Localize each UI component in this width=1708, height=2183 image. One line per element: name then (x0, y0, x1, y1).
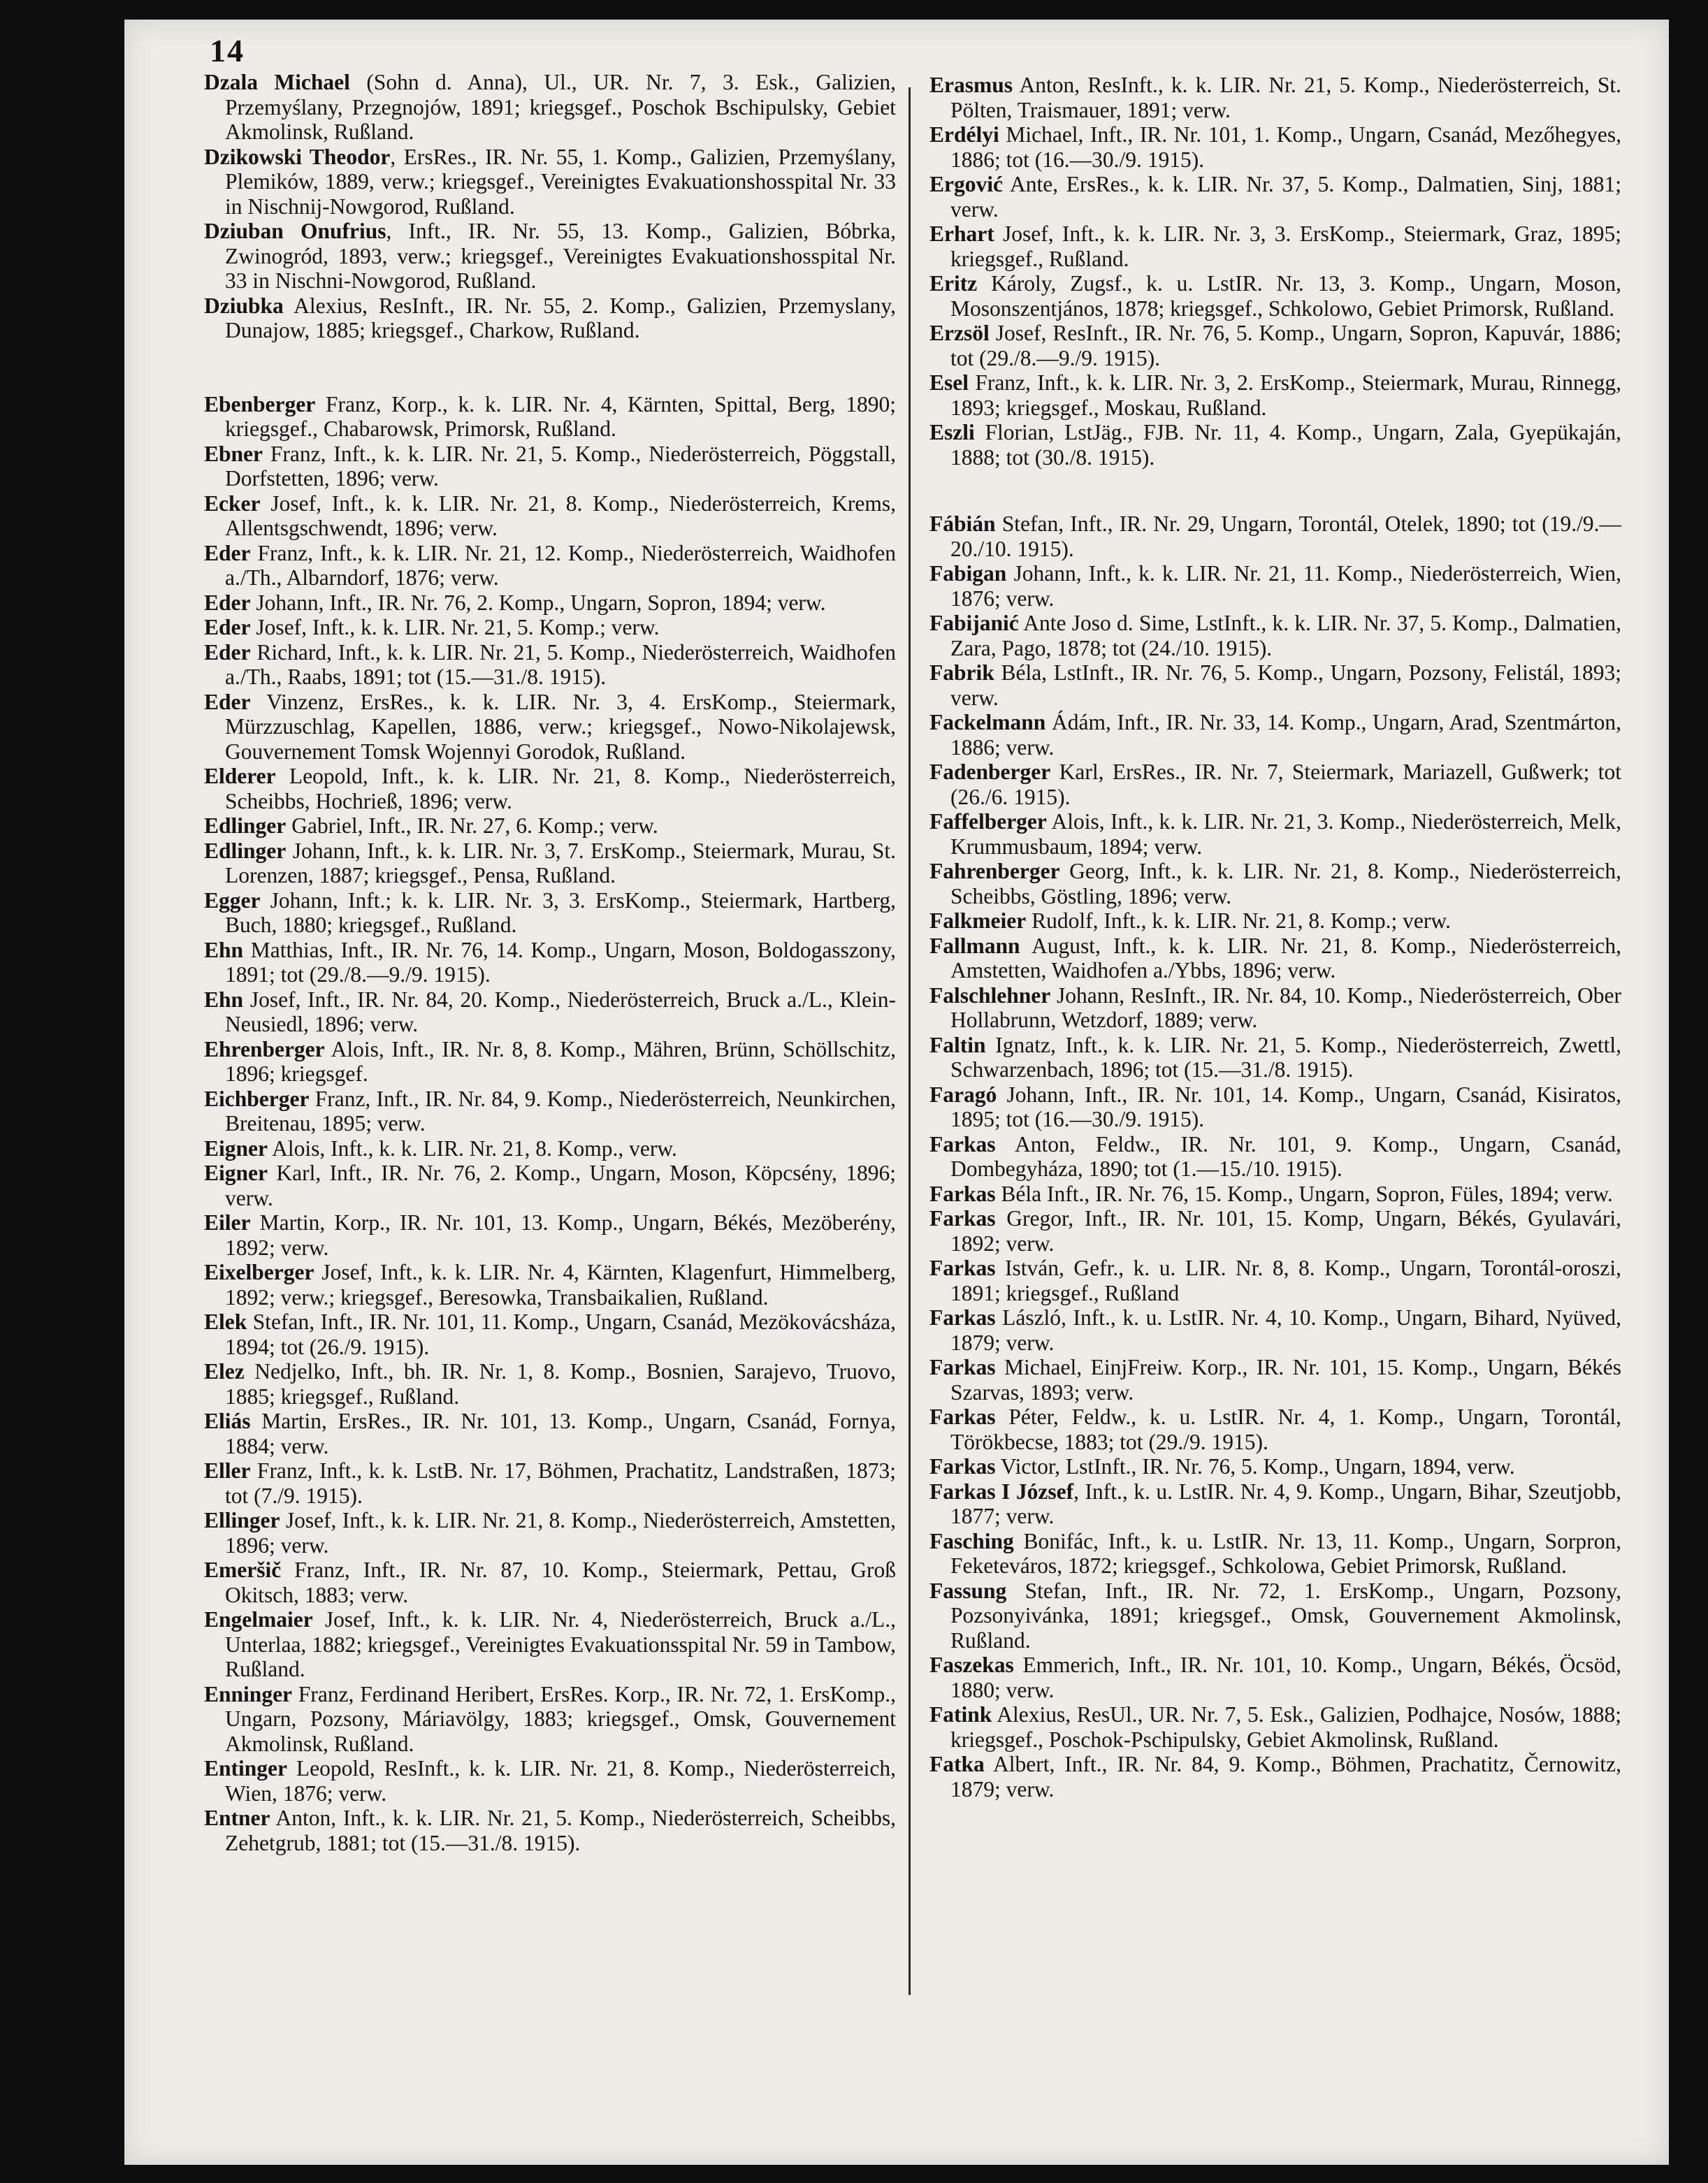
entry-name: Falschlehner (929, 982, 1051, 1008)
roster-entry (204, 1409, 896, 1458)
roster-entry (204, 1607, 896, 1682)
entry-name: Faszekas (929, 1653, 1014, 1677)
roster-entry (204, 1458, 896, 1508)
roster-entry (929, 908, 1621, 934)
entry-details: Franz, Inft., k. k. LstB. Nr. 17, Böhmen, Prachatitz, Landstraßen, 1873; tot (7./9. 1915). (225, 1458, 896, 1508)
roster-entry (929, 1305, 1621, 1355)
entry-details: , Inft., IR. Nr. 55, 13. Komp., Galizien, Bóbrka, Zwinogród, 1893, verw.; kriegsgef., Vereinigtes Evakuationshosspital Nr. 33 in Nischni-Nowgorod, Rußland. (225, 219, 896, 293)
entry-details: Franz, Inft., k. k. LIR. Nr. 21, 5. Komp., Niederösterreich, Pöggstall, Dorfstetten, 1896; verw. (225, 441, 896, 491)
entry-name: Fallmann (929, 933, 1020, 958)
entry-name: Faragó (929, 1082, 997, 1107)
roster-entry (929, 1206, 1621, 1256)
entry-details: Florian, LstJäg., FJB. Nr. 11, 4. Komp., Ungarn, Zala, Gyepükaján, 1888; tot (30./8. 1915). (950, 420, 1621, 470)
entry-name: Erdélyi (929, 122, 999, 147)
entry-details: Nedjelko, Inft., bh. IR. Nr. 1, 8. Komp., Bosnien, Sarajevo, Truovo, 1885; kriegsgef., Rußland. (225, 1359, 896, 1409)
roster-entry (929, 710, 1621, 760)
roster-entry (204, 590, 896, 616)
roster-entry (929, 1579, 1621, 1653)
roster-entry (204, 888, 896, 938)
entry-details: Josef, Inft., k. k. LIR. Nr. 4, Niederösterreich, Bruck a./L., Unterlaa, 1882; kriegsgef., Vereinigtes Evakuationsspital Nr. 59 in Tambow, Rußland. (225, 1607, 896, 1681)
entry-details: Stefan, Inft., IR. Nr. 101, 11. Komp., Ungarn, Csanád, Mezökovácsháza, 1894; tot (26./9. 1915). (225, 1310, 896, 1359)
entry-details: Rudolf, Inft., k. k. LIR. Nr. 21, 8. Komp.; verw. (1026, 908, 1451, 933)
entry-name: Dzala Michael (204, 70, 350, 94)
roster-entry (929, 1405, 1621, 1454)
roster-entry (204, 1136, 896, 1161)
entry-name: Edlinger (204, 838, 287, 863)
entry-name: Edlinger (204, 813, 287, 838)
entry-details: Franz, Ferdinand Heribert, ErsRes. Korp., IR. Nr. 72, 1. ErsKomp., Ungarn, Pozsony, Máriavölgy, 1883; kriegsgef., Omsk, Gouvernement Akmolinsk, Rußland. (225, 1681, 896, 1756)
entry-name: Eller (204, 1458, 251, 1483)
roster-entry (929, 172, 1621, 222)
roster-entry (204, 145, 896, 219)
entry-name: Fasching (929, 1528, 1014, 1553)
roster-entry (204, 1806, 896, 1855)
roster-entry (204, 541, 896, 590)
entry-name: Erasmus (929, 73, 1013, 97)
entry-details: Josef, Inft., k. k. LIR. Nr. 21, 8. Komp., Niederösterreich, Amstetten, 1896; verw. (225, 1508, 896, 1558)
entry-details: Johann, Inft., IR. Nr. 76, 2. Komp., Ungarn, Sopron, 1894; verw. (250, 590, 826, 615)
entry-details: Victor, LstInft., IR. Nr. 76, 5. Komp., Ungarn, 1894, verw. (995, 1454, 1515, 1479)
entry-details: Johann, Inft.; k. k. LIR. Nr. 3, 3. ErsKomp., Steiermark, Hartberg, Buch, 1880; kriegsgef., Rußland. (225, 887, 896, 937)
entry-name: Entinger (204, 1756, 288, 1781)
entry-details: Johann, Inft., IR. Nr. 101, 14. Komp., Ungarn, Csanád, Kisiratos, 1895; tot (16.—30./9. 1915). (950, 1082, 1621, 1131)
entry-details: Alois, Inft., k. k. LIR. Nr. 21, 3. Komp., Niederösterreich, Melk, Krummusbaum, 1894; verw. (950, 809, 1621, 859)
entry-details: Franz, Inft., IR. Nr. 84, 9. Komp., Niederösterreich, Neunkirchen, Breitenau, 1895; verw. (225, 1086, 896, 1136)
entry-details: Josef, Inft., k. k. LIR. Nr. 21, 5. Komp.; verw. (250, 615, 660, 639)
entry-name: Farkas (929, 1355, 996, 1379)
entry-name: Ehrenberger (204, 1036, 325, 1061)
entry-details: Josef, Inft., k. k. LIR. Nr. 4, Kärnten, Klagenfurt, Himmelberg, 1892; verw.; kriegsgef., Beresowka, Transbaikalien, Rußland. (225, 1260, 896, 1310)
entry-name: Emeršič (204, 1558, 282, 1582)
right-column (929, 73, 1621, 1801)
entry-details: Franz, Inft., IR. Nr. 87, 10. Komp., Steiermark, Pettau, Groß Okitsch, 1883; verw. (225, 1558, 896, 1607)
roster-entry (929, 1355, 1621, 1405)
entry-details: Anton, Inft., k. k. LIR. Nr. 21, 5. Komp., Niederösterreich, Scheibbs, Zehetgrub, 1881; tot (15.—31./8. 1915). (225, 1806, 896, 1855)
entry-name: Engelmaier (204, 1607, 313, 1632)
entry-name: Eigner (204, 1161, 268, 1185)
roster-entry (929, 1479, 1621, 1529)
entry-details: Johann, Inft., k. k. LIR. Nr. 3, 7. ErsKomp., Steiermark, Murau, St. Lorenzen, 1887; kriegsgef., Pensa, Rußland. (225, 838, 896, 887)
entry-name: Eder (204, 689, 251, 714)
entry-name: Farkas (929, 1305, 996, 1330)
entry-details: Karl, Inft., IR. Nr. 76, 2. Komp., Ungarn, Moson, Köpcsény, 1896; verw. (225, 1161, 896, 1210)
roster-entry (204, 70, 896, 145)
entry-details: István, Gefr., k. u. LIR. Nr. 8, 8. Komp., Ungarn, Torontál-oroszi, 1891; kriegsgef., Rußland (950, 1256, 1621, 1305)
roster-entry (929, 73, 1621, 122)
entry-details: Leopold, ResInft., k. k. LIR. Nr. 21, 8. Komp., Niederösterreich, Wien, 1876; verw. (225, 1756, 896, 1806)
roster-entry (204, 813, 896, 839)
roster-entry (929, 1132, 1621, 1182)
entry-details: Vinzenz, ErsRes., k. k. LIR. Nr. 3, 4. ErsKomp., Steiermark, Mürzzuschlag, Kapellen, 1886, verw.; kriegsgef., Nowo-Nikolajewsk, Gouvernement Tomsk Wojennyi Gorodok, Rußland. (225, 689, 896, 764)
entry-details: Albert, Inft., IR. Nr. 84, 9. Komp., Böhmen, Prachatitz, Černowitz, 1879; verw. (950, 1752, 1621, 1801)
entry-details: August, Inft., k. k. LIR. Nr. 21, 8. Komp., Niederösterreich, Amstetten, Waidhofen a./Ybbs, 1896; verw. (950, 933, 1621, 982)
roster-entry (929, 321, 1621, 370)
entry-details: Richard, Inft., k. k. LIR. Nr. 21, 5. Komp., Niederösterreich, Waidhofen a./Th., Raabs, 1891; tot (15.—31./8. 1915). (225, 639, 896, 689)
entry-name: Fábián (929, 512, 996, 536)
entry-details: (Sohn d. Anna), Ul., UR. Nr. 7, 3. Esk., Galizien, Przemyślany, Przegnojów, 1891; kriegsgef., Poschok Bschipulsky, Gebiet Akmolinsk, Rußland. (225, 70, 897, 144)
roster-entry (929, 1082, 1621, 1132)
entry-name: Faltin (929, 1032, 986, 1057)
entry-details: Martin, Korp., IR. Nr. 101, 13. Komp., Ungarn, Békés, Mezöberény, 1892; verw. (225, 1210, 896, 1260)
entry-name: Ergović (929, 172, 1003, 196)
roster-entry (204, 938, 896, 987)
entry-details: Alexius, ResUl., UR. Nr. 7, 5. Esk., Galizien, Podhajce, Nosów, 1888; kriegsgef., Poschok-Pschipulsky, Gebiet Akmolinsk, Rußland. (950, 1702, 1621, 1752)
roster-entry (204, 640, 896, 690)
entry-name: Fabrik (929, 660, 994, 685)
roster-entry (929, 1529, 1621, 1579)
roster-entry (929, 934, 1621, 983)
entry-details: Michael, Inft., IR. Nr. 101, 1. Komp., Ungarn, Csanád, Mezőhegyes, 1886; tot (16.—30./9. 1915). (950, 122, 1621, 172)
entry-name: Eliás (204, 1409, 251, 1433)
roster-entry (929, 420, 1621, 470)
entry-name: Dzikowski Theodor (204, 144, 391, 169)
entry-name: Farkas (929, 1181, 996, 1206)
entry-name: Ehn (204, 937, 244, 962)
entry-name: Dziuban Onufrius (204, 219, 386, 243)
roster-entry (204, 1210, 896, 1260)
entry-details: Franz, Inft., k. k. LIR. Nr. 21, 12. Komp., Niederösterreich, Waidhofen a./Th., Albarndorf, 1876; verw. (225, 540, 896, 590)
entry-name: Farkas (929, 1405, 996, 1429)
entry-name: Erhart (929, 222, 994, 246)
entry-name: Fadenberger (929, 760, 1051, 784)
roster-entry (204, 1508, 896, 1558)
entry-name: Ebner (204, 441, 263, 466)
entry-name: Fabigan (929, 561, 1007, 586)
entry-name: Fatink (929, 1702, 992, 1727)
entry-details: László, Inft., k. u. LstIR. Nr. 4, 10. Komp., Ungarn, Bihard, Nyüved, 1879; verw. (950, 1305, 1621, 1355)
entry-name: Faffelberger (929, 809, 1047, 834)
entry-name: Dziubka (204, 293, 284, 318)
entry-name: Ellinger (204, 1508, 280, 1532)
entry-details: , ErsRes., IR. Nr. 55, 1. Komp., Galizien, Przemyślany, Plemików, 1889, verw.; kriegsgef., Vereinigtes Evakuationshosspital Nr. 33 in Nischnij-Nowgorod, Rußland. (225, 144, 896, 219)
roster-entry (929, 809, 1621, 859)
roster-entry (204, 442, 896, 491)
roster-entry (204, 1087, 896, 1136)
roster-entry (929, 1454, 1621, 1479)
roster-entry (204, 615, 896, 640)
roster-entry (929, 611, 1621, 660)
entry-name: Eder (204, 639, 251, 665)
entry-name: Fackelmann (929, 710, 1046, 734)
roster-entry (204, 839, 896, 888)
entry-details: Alexius, ResInft., IR. Nr. 55, 2. Komp., Galizien, Przemyslany, Dunajow, 1885; kriegsgef., Charkow, Rußland. (225, 293, 896, 342)
roster-entry (204, 1756, 896, 1806)
roster-entry (929, 760, 1621, 809)
roster-entry (204, 293, 896, 343)
left-column (204, 70, 896, 1855)
roster-entry (204, 1161, 896, 1210)
entry-details: Josef, Inft., IR. Nr. 84, 20. Komp., Niederösterreich, Bruck a./L., Klein-Neusiedl, 1896; verw. (225, 987, 896, 1036)
entry-details: Ádám, Inft., IR. Nr. 33, 14. Komp., Ungarn, Arad, Szentmárton, 1886; verw. (950, 710, 1621, 760)
entry-name: Eder (204, 540, 251, 565)
entry-details: Johann, ResInft., IR. Nr. 84, 10. Komp., Niederösterreich, Ober Hollabrunn, Wetzdorf, 1889; verw. (950, 982, 1621, 1032)
entry-name: Elek (204, 1310, 247, 1334)
entry-details: Béla Inft., IR. Nr. 76, 15. Komp., Ungarn, Sopron, Füles, 1894; verw. (995, 1181, 1613, 1206)
entry-name: Eritz (929, 271, 978, 296)
entry-name: Erzsöl (929, 321, 990, 345)
entry-name: Ebenberger (204, 391, 316, 416)
roster-entry (204, 1260, 896, 1310)
entry-details: Michael, EinjFreiw. Korp., IR. Nr. 101, 15. Komp., Ungarn, Békés Szarvas, 1893; verw. (950, 1355, 1621, 1405)
entry-name: Fatka (929, 1752, 985, 1776)
page-number: 14 (210, 33, 245, 68)
roster-entry (929, 370, 1621, 420)
entry-details: Anton, ResInft., k. k. LIR. Nr. 21, 5. Komp., Niederösterreich, St. Pölten, Traismauer, 1891; verw. (950, 73, 1621, 122)
entry-name: Farkas I József (929, 1479, 1074, 1504)
entry-details: Ante Joso d. Sime, LstInft., k. k. LIR. Nr. 37, 5. Komp., Dalmatien, Zara, Pago, 1878; tot (24./10. 1915). (950, 611, 1621, 660)
entry-name: Enninger (204, 1681, 293, 1706)
entry-details: Karl, ErsRes., IR. Nr. 7, Steiermark, Mariazell, Gußwerk; tot (26./6. 1915). (950, 760, 1621, 809)
roster-entry (204, 1310, 896, 1359)
roster-entry (929, 271, 1621, 321)
entry-details: Martin, ErsRes., IR. Nr. 101, 13. Komp., Ungarn, Csanád, Fornya, 1884; verw. (225, 1409, 896, 1458)
entry-name: Eder (204, 590, 251, 615)
entry-details: Károly, Zugsf., k. u. LstIR. Nr. 13, 3. Komp., Ungarn, Moson, Mosonszentjános, 1878; kriegsgef., Schkolowo, Gebiet Primorsk, Rußland. (950, 271, 1621, 321)
column-divider (909, 87, 911, 1995)
entry-details: Ignatz, Inft., k. k. LIR. Nr. 21, 5. Komp., Niederösterreich, Zwettl, Schwarzenbach, 1896; tot (15.—31./8. 1915). (950, 1032, 1621, 1082)
entry-name: Eszli (929, 420, 975, 444)
roster-entry (929, 1182, 1621, 1207)
entry-name: Fassung (929, 1578, 1007, 1603)
entry-details: Franz, Korp., k. k. LIR. Nr. 4, Kärnten, Spittal, Berg, 1890; kriegsgef., Chabarowsk, Primorsk, Rußland. (225, 391, 896, 441)
roster-entry (929, 1702, 1621, 1752)
entry-name: Farkas (929, 1256, 996, 1280)
entry-name: Eiler (204, 1210, 251, 1235)
roster-entry (929, 660, 1621, 710)
entry-details: Josef, Inft., k. k. LIR. Nr. 3, 3. ErsKomp., Steiermark, Graz, 1895; kriegsgef., Rußland. (950, 222, 1621, 271)
entry-name: Egger (204, 887, 261, 913)
entry-details: Péter, Feldw., k. u. LstIR. Nr. 4, 1. Komp., Ungarn, Torontál, Törökbecse, 1883; tot (29./9. 1915). (950, 1405, 1621, 1454)
entry-details: Béla, LstInft., IR. Nr. 76, 5. Komp., Ungarn, Pozsony, Felistál, 1893; verw. (950, 660, 1621, 710)
entry-details: Franz, Inft., k. k. LIR. Nr. 3, 2. ErsKomp., Steiermark, Murau, Rinnegg, 1893; kriegsgef., Moskau, Rußland. (950, 370, 1621, 420)
entry-name: Ehn (204, 987, 244, 1012)
entry-name: Farkas (929, 1454, 996, 1479)
entry-name: Eichberger (204, 1086, 310, 1111)
entry-details: Bonifác, Inft., k. u. LstIR. Nr. 13, 11. Komp., Ungarn, Sorpron, Feketeváros, 1872; kriegsgef., Schkolowa, Gebiet Primorsk, Rußland. (950, 1528, 1621, 1578)
roster-entry (204, 1037, 896, 1087)
roster-entry (929, 222, 1621, 271)
roster-entry (929, 1752, 1621, 1801)
entry-details: Johann, Inft., k. k. LIR. Nr. 21, 11. Komp., Niederösterreich, Wien, 1876; verw. (950, 561, 1621, 611)
entry-details: Emmerich, Inft., IR. Nr. 101, 10. Komp., Ungarn, Békés, Öcsöd, 1880; verw. (950, 1653, 1621, 1702)
entry-name: Eixelberger (204, 1260, 314, 1284)
entry-name: Eigner (204, 1136, 268, 1161)
entry-details: Gabriel, Inft., IR. Nr. 27, 6. Komp.; verw. (286, 813, 658, 838)
roster-entry (929, 1653, 1621, 1702)
roster-entry (204, 491, 896, 541)
entry-details: Josef, Inft., k. k. LIR. Nr. 21, 8. Komp., Niederösterreich, Krems, Allentsgschwendt, 1896; verw. (225, 491, 896, 540)
entry-name: Eder (204, 615, 251, 639)
entry-name: Farkas (929, 1206, 996, 1231)
entry-name: Esel (929, 370, 969, 395)
roster-entry (204, 987, 896, 1037)
entry-details: Anton, Feldw., IR. Nr. 101, 9. Komp., Ungarn, Csanád, Dombegyháza, 1890; tot (1.—15./10. 1915). (950, 1131, 1621, 1181)
entry-name: Farkas (929, 1131, 996, 1156)
entry-details: Stefan, Inft., IR. Nr. 29, Ungarn, Torontál, Otelek, 1890; tot (19./9.—20./10. 1915). (950, 512, 1621, 561)
entry-details: Leopold, Inft., k. k. LIR. Nr. 21, 8. Komp., Niederösterreich, Scheibbs, Hochrieß, 1896; verw. (225, 764, 896, 813)
roster-entry (204, 764, 896, 813)
roster-entry (204, 1359, 896, 1409)
roster-entry (929, 1033, 1621, 1082)
entry-name: Fahrenberger (929, 859, 1060, 883)
entry-details: Josef, ResInft., IR. Nr. 76, 5. Komp., Ungarn, Sopron, Kapuvár, 1886; tot (29./8.—9./9. 1915). (950, 321, 1621, 370)
entry-details: Gregor, Inft., IR. Nr. 101, 15. Komp, Ungarn, Békés, Gyulavári, 1892; verw. (950, 1206, 1621, 1256)
entry-details: Georg, Inft., k. k. LIR. Nr. 21, 8. Komp., Niederösterreich, Scheibbs, Göstling, 1896; verw. (950, 859, 1621, 908)
entry-name: Elez (204, 1359, 245, 1384)
roster-entry (929, 859, 1621, 908)
roster-entry (204, 392, 896, 442)
roster-entry (204, 1682, 896, 1757)
entry-details: , Inft., k. u. LstIR. Nr. 4, 9. Komp., Ungarn, Bihar, Szeutjobb, 1877; verw. (950, 1479, 1621, 1528)
entry-details: Alois, Inft., IR. Nr. 8, 8. Komp., Mähren, Brünn, Schöllschitz, 1896; kriegsgef. (225, 1036, 896, 1086)
roster-entry (204, 1558, 896, 1607)
entry-details: Alois, Inft., k. k. LIR. Nr. 21, 8. Komp., verw. (268, 1136, 677, 1161)
entry-name: Entner (204, 1806, 270, 1830)
entry-details: Ante, ErsRes., k. k. LIR. Nr. 37, 5. Komp., Dalmatien, Sinj, 1881; verw. (950, 172, 1621, 222)
roster-entry (929, 1256, 1621, 1305)
entry-details: Matthias, Inft., IR. Nr. 76, 14. Komp., Ungarn, Moson, Boldogasszony, 1891; tot (29./8.—9./9. 1915). (225, 937, 896, 987)
entry-name: Elderer (204, 764, 276, 788)
entry-name: Fabijanić (929, 611, 1019, 635)
roster-entry (204, 690, 896, 764)
roster-entry (929, 983, 1621, 1033)
roster-entry (929, 122, 1621, 172)
roster-entry (929, 561, 1621, 611)
entry-details: Stefan, Inft., IR. Nr. 72, 1. ErsKomp., Ungarn, Pozsony, Pozsonyivánka, 1891; kriegsgef., Omsk, Gouvernement Akmolinsk, Rußland. (950, 1578, 1621, 1653)
roster-entry (204, 219, 896, 293)
entry-name: Ecker (204, 491, 261, 516)
entry-name: Falkmeier (929, 908, 1027, 933)
roster-entry (929, 512, 1621, 561)
